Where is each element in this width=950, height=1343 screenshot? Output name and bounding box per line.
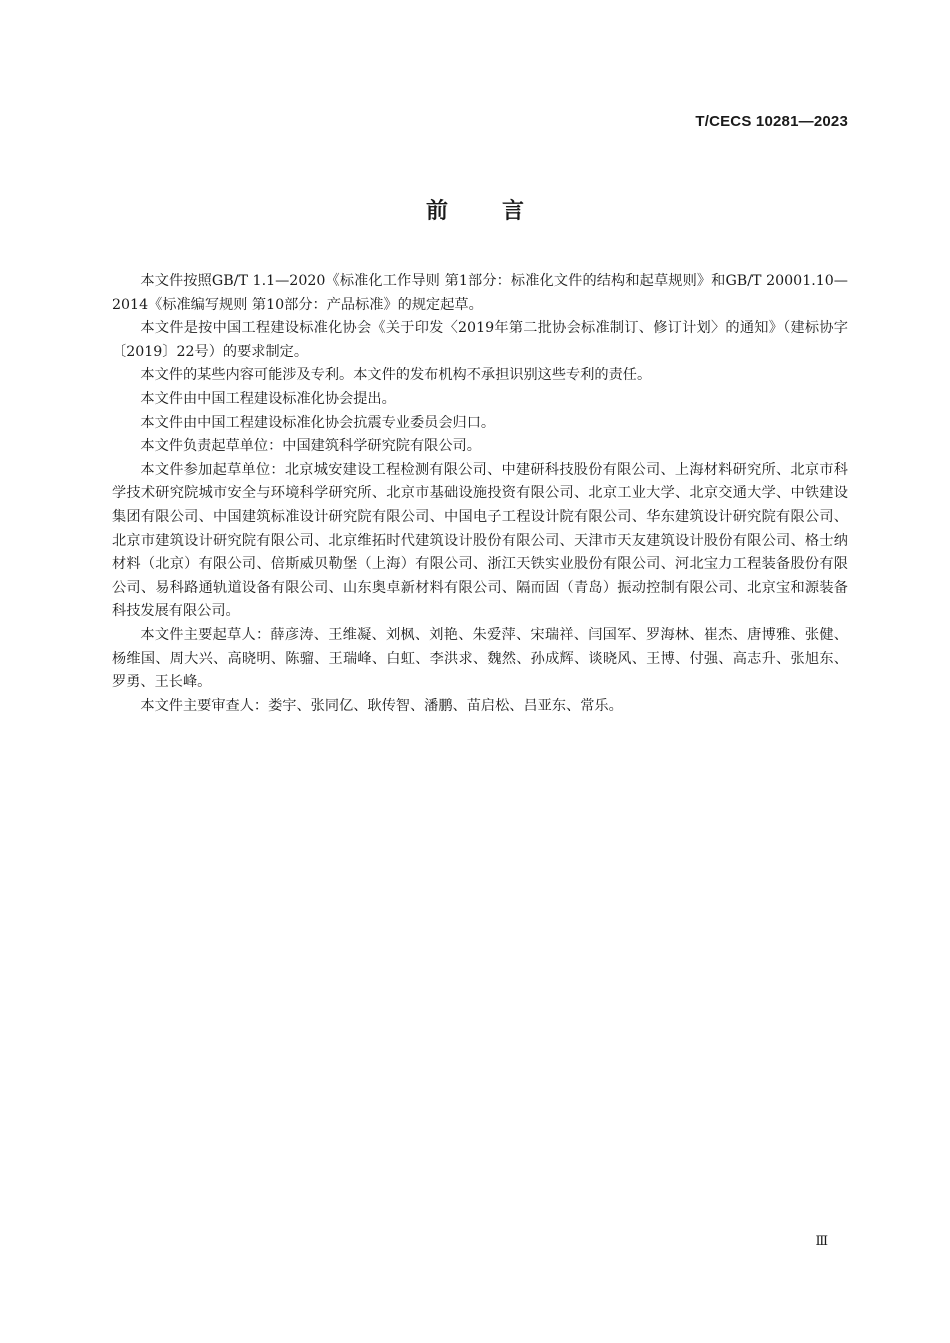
- paragraph-basis: 本文件是按中国工程建设标准化协会《关于印发〈2019年第二批协会标准制订、修订计划〉的通知》（建标协字〔2019〕22号）的要求制定。: [112, 320, 848, 360]
- foreword-body: [112, 270, 848, 718]
- document-code: T/CECS 10281—2023: [695, 113, 848, 130]
- paragraph-main-reviewers: 本文件主要审查人：娄宇、张同亿、耿传智、潘鹏、苗启松、吕亚东、常乐。: [140, 697, 623, 714]
- page-title: [0, 194, 950, 225]
- title-char-1: 前: [425, 199, 448, 224]
- title-char-2: 言: [502, 199, 525, 224]
- page-number: Ⅲ: [815, 1234, 828, 1249]
- paragraph-responsible-committee: 本文件由中国工程建设标准化协会抗震专业委员会归口。: [140, 414, 496, 431]
- paragraph-main-drafters: 本文件主要起草人：薛彦涛、王维凝、刘枫、刘艳、朱爱萍、宋瑞祥、闫国军、罗海林、崔杰、唐博雅、张健、杨维国、周大兴、高晓明、陈骝、王瑞峰、白虹、李洪求、魏然、孙成辉、谈晓风、王博、付强、高志升、张旭东、罗勇、王长峰。: [112, 626, 848, 691]
- paragraph-patent: 本文件的某些内容可能涉及专利。本文件的发布机构不承担识别这些专利的责任。: [140, 367, 652, 384]
- paragraph-drafting-rules: 本文件按照GB/T 1.1—2020《标准化工作导则 第1部分：标准化文件的结构和起草规则》和GB/T 20001.10—2014《标准编写规则 第10部分：产品标准》的规定起草。: [112, 273, 848, 313]
- paragraph-participating-units: 本文件参加起草单位：北京城安建设工程检测有限公司、中建研科技股份有限公司、上海材料研究所、北京市科学技术研究院城市安全与环境科学研究所、北京市基础设施投资有限公司、北京工业大学、北京交通大学、中铁建设集团有限公司、中国建筑标准设计研究院有限公司、中国电子工程设计院有限公司、华东建筑设计研究院有限公司、北京市建筑设计研究院有限公司、北京维拓时代建筑设计股份有限公司、天津市天友建筑设计股份有限公司、格士纳材料（北京）有限公司、倍斯威贝勒堡（上海）有限公司、浙江天铁实业股份有限公司、河北宝力工程装备股份有限公司、易科路通轨道设备有限公司、山东奥卓新材料有限公司、隔而固（青岛）振动控制有限公司、北京宝和源装备科技发展有限公司。: [112, 461, 848, 620]
- paragraph-lead-drafter: 本文件负责起草单位：中国建筑科学研究院有限公司。: [140, 438, 481, 455]
- paragraph-proposer: 本文件由中国工程建设标准化协会提出。: [140, 390, 396, 407]
